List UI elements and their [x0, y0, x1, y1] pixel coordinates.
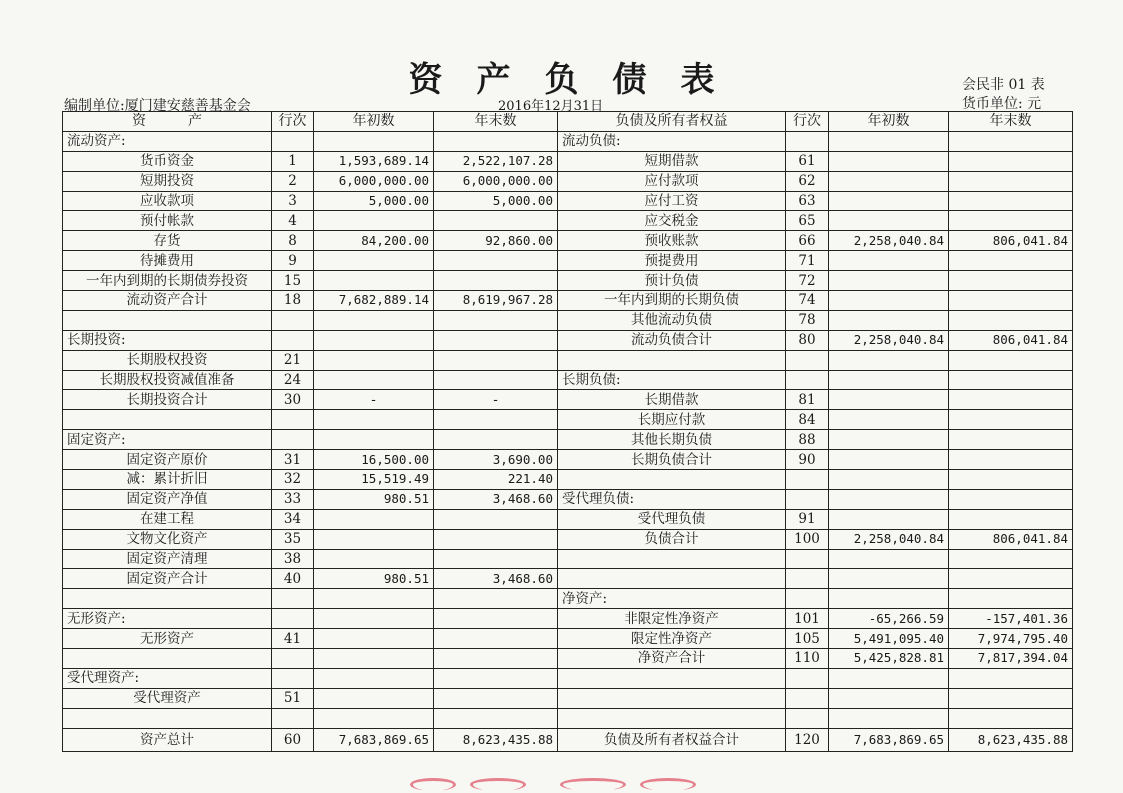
liability-label-cell: 长期借款 [558, 390, 786, 410]
asset-line-cell [272, 430, 314, 450]
liability-begin-cell [829, 509, 949, 529]
asset-label-cell [63, 649, 272, 669]
asset-line-cell: 38 [272, 549, 314, 569]
asset-label-cell [63, 410, 272, 430]
liability-end-cell [949, 708, 1073, 728]
asset-end-cell: 5,000.00 [434, 191, 558, 211]
asset-line-cell: 4 [272, 211, 314, 231]
liability-end-cell [949, 291, 1073, 311]
liability-label-cell: 流动负债: [558, 131, 786, 151]
table-row [63, 171, 1073, 191]
liability-begin-cell: -65,266.59 [829, 609, 949, 629]
liability-label-cell: 长期负债: [558, 370, 786, 390]
liability-label-cell [558, 470, 786, 490]
header-end-assets: 年末数 [434, 112, 558, 132]
table-row [63, 450, 1073, 470]
liability-begin-cell [829, 708, 949, 728]
liability-line-cell [786, 688, 829, 708]
asset-begin-cell: 15,519.49 [314, 470, 434, 490]
liability-label-cell: 限定性净资产 [558, 629, 786, 649]
liability-end-cell [949, 589, 1073, 609]
asset-begin-cell: 5,000.00 [314, 191, 434, 211]
liability-line-cell [786, 470, 829, 490]
asset-begin-cell [314, 688, 434, 708]
asset-label-cell: 一年内到期的长期债券投资 [63, 271, 272, 291]
asset-begin-cell [314, 509, 434, 529]
asset-line-cell: 21 [272, 350, 314, 370]
reporting-unit: 编制单位:厦门建安慈善基金会 [64, 98, 251, 114]
liability-end-cell [949, 470, 1073, 490]
liability-begin-cell: 2,258,040.84 [829, 529, 949, 549]
asset-begin-cell: - [314, 390, 434, 410]
asset-label-cell: 减：累计折旧 [63, 470, 272, 490]
liability-end-cell [949, 350, 1073, 370]
asset-begin-cell: 16,500.00 [314, 450, 434, 470]
liability-end-cell [949, 131, 1073, 151]
table-row [63, 470, 1073, 490]
liability-label-cell: 长期负债合计 [558, 450, 786, 470]
liability-line-cell: 91 [786, 509, 829, 529]
liability-end-cell [949, 569, 1073, 589]
liability-label-cell [558, 708, 786, 728]
asset-label-cell: 待摊费用 [63, 251, 272, 271]
asset-begin-cell [314, 211, 434, 231]
table-row [63, 151, 1073, 171]
liability-begin-cell [829, 310, 949, 330]
liability-end-cell [949, 450, 1073, 470]
liability-line-cell: 65 [786, 211, 829, 231]
table-row [63, 489, 1073, 509]
table-row [63, 649, 1073, 669]
liability-begin-cell [829, 131, 949, 151]
liability-begin-cell [829, 430, 949, 450]
asset-label-cell: 长期投资合计 [63, 390, 272, 410]
asset-begin-cell [314, 629, 434, 649]
table-row [63, 251, 1073, 271]
header-line-assets: 行次 [272, 112, 314, 132]
liability-begin-cell [829, 370, 949, 390]
liability-end-cell [949, 171, 1073, 191]
table-row [63, 629, 1073, 649]
stamp-fragment [400, 772, 720, 792]
asset-label-cell: 受代理资产: [63, 668, 272, 688]
liability-label-cell: 负债及所有者权益合计 [558, 728, 786, 751]
liability-label-cell: 受代理负债: [558, 489, 786, 509]
liability-line-cell: 71 [786, 251, 829, 271]
liability-line-cell: 66 [786, 231, 829, 251]
liability-end-cell: -157,401.36 [949, 609, 1073, 629]
asset-end-cell: 8,619,967.28 [434, 291, 558, 311]
asset-label-cell: 应收款项 [63, 191, 272, 211]
asset-begin-cell [314, 609, 434, 629]
liability-label-cell [558, 350, 786, 370]
asset-end-cell [434, 211, 558, 231]
liability-begin-cell [829, 251, 949, 271]
asset-end-cell [434, 629, 558, 649]
asset-begin-cell: 84,200.00 [314, 231, 434, 251]
liability-begin-cell [829, 291, 949, 311]
liability-line-cell: 80 [786, 330, 829, 350]
liability-label-cell: 流动负债合计 [558, 330, 786, 350]
liability-begin-cell [829, 390, 949, 410]
asset-line-cell [272, 708, 314, 728]
form-code: 会民非 01 表 [962, 77, 1045, 93]
asset-label-cell: 流动资产: [63, 131, 272, 151]
liability-line-cell: 63 [786, 191, 829, 211]
asset-line-cell: 33 [272, 489, 314, 509]
asset-label-cell: 长期股权投资减值准备 [63, 370, 272, 390]
asset-end-cell [434, 310, 558, 330]
asset-label-cell: 无形资产 [63, 629, 272, 649]
asset-begin-cell: 7,683,869.65 [314, 728, 434, 751]
liability-label-cell: 其他长期负债 [558, 430, 786, 450]
liability-line-cell: 110 [786, 649, 829, 669]
asset-label-cell [63, 708, 272, 728]
asset-begin-cell [314, 330, 434, 350]
asset-begin-cell: 1,593,689.14 [314, 151, 434, 171]
table-row [63, 708, 1073, 728]
asset-end-cell: 2,522,107.28 [434, 151, 558, 171]
liability-label-cell: 负债合计 [558, 529, 786, 549]
asset-line-cell: 1 [272, 151, 314, 171]
asset-line-cell: 41 [272, 629, 314, 649]
asset-line-cell: 40 [272, 569, 314, 589]
liability-end-cell [949, 509, 1073, 529]
asset-label-cell: 受代理资产 [63, 688, 272, 708]
liability-label-cell: 预提费用 [558, 251, 786, 271]
liability-line-cell [786, 131, 829, 151]
asset-end-cell [434, 708, 558, 728]
liability-begin-cell [829, 211, 949, 231]
table-row [63, 430, 1073, 450]
asset-line-cell: 8 [272, 231, 314, 251]
liability-label-cell: 短期借款 [558, 151, 786, 171]
asset-label-cell: 存货 [63, 231, 272, 251]
liability-line-cell: 78 [786, 310, 829, 330]
liability-label-cell: 净资产合计 [558, 649, 786, 669]
asset-label-cell: 资产总计 [63, 728, 272, 751]
asset-line-cell: 60 [272, 728, 314, 751]
liability-begin-cell [829, 171, 949, 191]
balance-sheet-table [62, 111, 1073, 752]
liability-begin-cell: 2,258,040.84 [829, 231, 949, 251]
liability-label-cell: 一年内到期的长期负债 [558, 291, 786, 311]
asset-label-cell: 固定资产: [63, 430, 272, 450]
asset-end-cell: 6,000,000.00 [434, 171, 558, 191]
table-row [63, 668, 1073, 688]
liability-begin-cell [829, 350, 949, 370]
liability-line-cell [786, 370, 829, 390]
asset-end-cell [434, 370, 558, 390]
liability-label-cell: 应交税金 [558, 211, 786, 231]
liability-end-cell: 806,041.84 [949, 330, 1073, 350]
asset-line-cell [272, 649, 314, 669]
asset-label-cell: 长期股权投资 [63, 350, 272, 370]
liability-begin-cell: 5,491,095.40 [829, 629, 949, 649]
table-row [63, 330, 1073, 350]
liability-label-cell: 净资产: [558, 589, 786, 609]
asset-end-cell [434, 131, 558, 151]
asset-line-cell: 31 [272, 450, 314, 470]
asset-line-cell: 51 [272, 688, 314, 708]
asset-begin-cell [314, 251, 434, 271]
asset-line-cell [272, 410, 314, 430]
liability-label-cell: 其他流动负债 [558, 310, 786, 330]
liability-end-cell: 7,817,394.04 [949, 649, 1073, 669]
liability-line-cell: 81 [786, 390, 829, 410]
liability-begin-cell [829, 549, 949, 569]
liability-label-cell [558, 549, 786, 569]
asset-end-cell [434, 271, 558, 291]
asset-label-cell: 无形资产: [63, 609, 272, 629]
asset-begin-cell: 6,000,000.00 [314, 171, 434, 191]
liability-end-cell [949, 390, 1073, 410]
liability-line-cell: 74 [786, 291, 829, 311]
asset-line-cell: 2 [272, 171, 314, 191]
asset-label-cell: 长期投资: [63, 330, 272, 350]
liability-end-cell [949, 430, 1073, 450]
liability-begin-cell [829, 191, 949, 211]
table-row [63, 191, 1073, 211]
asset-begin-cell [314, 708, 434, 728]
asset-label-cell: 在建工程 [63, 509, 272, 529]
header-begin-liabilities: 年初数 [829, 112, 949, 132]
liability-end-cell [949, 549, 1073, 569]
asset-end-cell: 3,690.00 [434, 450, 558, 470]
table-row [63, 310, 1073, 330]
liability-line-cell: 105 [786, 629, 829, 649]
liability-end-cell: 806,041.84 [949, 529, 1073, 549]
liability-begin-cell [829, 450, 949, 470]
asset-line-cell: 18 [272, 291, 314, 311]
liability-line-cell [786, 668, 829, 688]
asset-end-cell [434, 688, 558, 708]
asset-line-cell [272, 310, 314, 330]
table-row [63, 271, 1073, 291]
asset-line-cell [272, 668, 314, 688]
table-row [63, 390, 1073, 410]
liability-line-cell: 120 [786, 728, 829, 751]
liability-begin-cell [829, 410, 949, 430]
asset-begin-cell [314, 131, 434, 151]
liability-begin-cell [829, 668, 949, 688]
asset-line-cell: 15 [272, 271, 314, 291]
liability-begin-cell: 7,683,869.65 [829, 728, 949, 751]
asset-line-cell: 9 [272, 251, 314, 271]
liability-begin-cell [829, 589, 949, 609]
asset-end-cell [434, 509, 558, 529]
asset-end-cell [434, 668, 558, 688]
report-date: 2016年12月31日 [498, 99, 604, 114]
liability-label-cell: 受代理负债 [558, 509, 786, 529]
asset-end-cell: 3,468.60 [434, 489, 558, 509]
liability-begin-cell [829, 569, 949, 589]
liability-begin-cell [829, 470, 949, 490]
table-row [63, 589, 1073, 609]
liability-label-cell: 非限定性净资产 [558, 609, 786, 629]
table-row [63, 231, 1073, 251]
table-row [63, 211, 1073, 231]
asset-label-cell [63, 310, 272, 330]
liability-line-cell: 100 [786, 529, 829, 549]
asset-label-cell: 固定资产清理 [63, 549, 272, 569]
asset-label-cell: 预付帐款 [63, 211, 272, 231]
asset-end-cell [434, 529, 558, 549]
asset-end-cell: 8,623,435.88 [434, 728, 558, 751]
asset-label-cell [63, 589, 272, 609]
table-row [63, 529, 1073, 549]
liability-begin-cell: 5,425,828.81 [829, 649, 949, 669]
asset-line-cell: 34 [272, 509, 314, 529]
liability-label-cell: 预收账款 [558, 231, 786, 251]
liability-end-cell [949, 310, 1073, 330]
table-row [63, 350, 1073, 370]
liability-end-cell [949, 668, 1073, 688]
asset-begin-cell [314, 430, 434, 450]
asset-end-cell [434, 589, 558, 609]
liability-line-cell: 101 [786, 609, 829, 629]
liability-line-cell: 62 [786, 171, 829, 191]
liability-end-cell [949, 191, 1073, 211]
asset-begin-cell [314, 549, 434, 569]
asset-line-cell [272, 131, 314, 151]
header-begin-assets: 年初数 [314, 112, 434, 132]
report-title: 资产负债表 [408, 60, 749, 100]
liability-line-cell [786, 489, 829, 509]
header-row [63, 112, 1073, 132]
liability-end-cell [949, 370, 1073, 390]
table-row [63, 131, 1073, 151]
liability-label-cell [558, 569, 786, 589]
currency-unit: 货币单位: 元 [962, 96, 1042, 112]
liability-end-cell: 806,041.84 [949, 231, 1073, 251]
liability-begin-cell [829, 151, 949, 171]
liability-begin-cell [829, 688, 949, 708]
liability-line-cell: 90 [786, 450, 829, 470]
asset-line-cell [272, 589, 314, 609]
table-row [63, 509, 1073, 529]
table-row [63, 410, 1073, 430]
asset-begin-cell [314, 589, 434, 609]
liability-line-cell [786, 589, 829, 609]
asset-end-cell: - [434, 390, 558, 410]
asset-end-cell [434, 251, 558, 271]
asset-begin-cell [314, 529, 434, 549]
liability-label-cell: 预计负债 [558, 271, 786, 291]
liability-end-cell [949, 410, 1073, 430]
asset-end-cell [434, 549, 558, 569]
table-row [63, 291, 1073, 311]
asset-line-cell: 24 [272, 370, 314, 390]
asset-label-cell: 文物文化资产 [63, 529, 272, 549]
liability-end-cell [949, 688, 1073, 708]
liability-line-cell: 72 [786, 271, 829, 291]
asset-end-cell: 221.40 [434, 470, 558, 490]
asset-begin-cell: 980.51 [314, 489, 434, 509]
asset-end-cell [434, 350, 558, 370]
table-row [63, 370, 1073, 390]
liability-end-cell: 7,974,795.40 [949, 629, 1073, 649]
asset-line-cell [272, 609, 314, 629]
asset-begin-cell [314, 410, 434, 430]
asset-label-cell: 短期投资 [63, 171, 272, 191]
liability-label-cell: 应付款项 [558, 171, 786, 191]
liability-line-cell: 84 [786, 410, 829, 430]
asset-line-cell: 32 [272, 470, 314, 490]
asset-begin-cell [314, 649, 434, 669]
liability-end-cell [949, 271, 1073, 291]
asset-begin-cell [314, 668, 434, 688]
asset-end-cell [434, 430, 558, 450]
liability-end-cell [949, 489, 1073, 509]
asset-begin-cell [314, 271, 434, 291]
header-end-liabilities: 年末数 [949, 112, 1073, 132]
asset-end-cell: 3,468.60 [434, 569, 558, 589]
liability-end-cell [949, 211, 1073, 231]
liability-begin-cell [829, 271, 949, 291]
liability-label-cell [558, 668, 786, 688]
liability-line-cell [786, 350, 829, 370]
asset-line-cell: 35 [272, 529, 314, 549]
asset-label-cell: 货币资金 [63, 151, 272, 171]
liability-line-cell: 88 [786, 430, 829, 450]
liability-end-cell [949, 151, 1073, 171]
liability-end-cell: 8,623,435.88 [949, 728, 1073, 751]
asset-label-cell: 固定资产净值 [63, 489, 272, 509]
asset-begin-cell: 980.51 [314, 569, 434, 589]
liability-end-cell [949, 251, 1073, 271]
liability-line-cell [786, 708, 829, 728]
table-row [63, 688, 1073, 708]
asset-end-cell [434, 410, 558, 430]
asset-end-cell: 92,860.00 [434, 231, 558, 251]
liability-begin-cell: 2,258,040.84 [829, 330, 949, 350]
asset-end-cell [434, 330, 558, 350]
asset-label-cell: 流动资产合计 [63, 291, 272, 311]
asset-end-cell [434, 609, 558, 629]
asset-line-cell: 30 [272, 390, 314, 410]
asset-label-cell: 固定资产原价 [63, 450, 272, 470]
asset-begin-cell [314, 310, 434, 330]
liability-label-cell [558, 688, 786, 708]
asset-line-cell: 3 [272, 191, 314, 211]
table-row [63, 569, 1073, 589]
liability-line-cell [786, 549, 829, 569]
asset-begin-cell [314, 350, 434, 370]
header-liabilities: 负债及所有者权益 [558, 112, 786, 132]
asset-begin-cell: 7,682,889.14 [314, 291, 434, 311]
asset-begin-cell [314, 370, 434, 390]
header-line-liabilities: 行次 [786, 112, 829, 132]
asset-end-cell [434, 649, 558, 669]
asset-label-cell: 固定资产合计 [63, 569, 272, 589]
liability-label-cell: 应付工资 [558, 191, 786, 211]
table-row [63, 549, 1073, 569]
header-assets: 资 产 [63, 112, 272, 132]
liability-line-cell: 61 [786, 151, 829, 171]
table-row [63, 728, 1073, 751]
asset-line-cell [272, 330, 314, 350]
liability-label-cell: 长期应付款 [558, 410, 786, 430]
table-row [63, 609, 1073, 629]
liability-begin-cell [829, 489, 949, 509]
liability-line-cell [786, 569, 829, 589]
